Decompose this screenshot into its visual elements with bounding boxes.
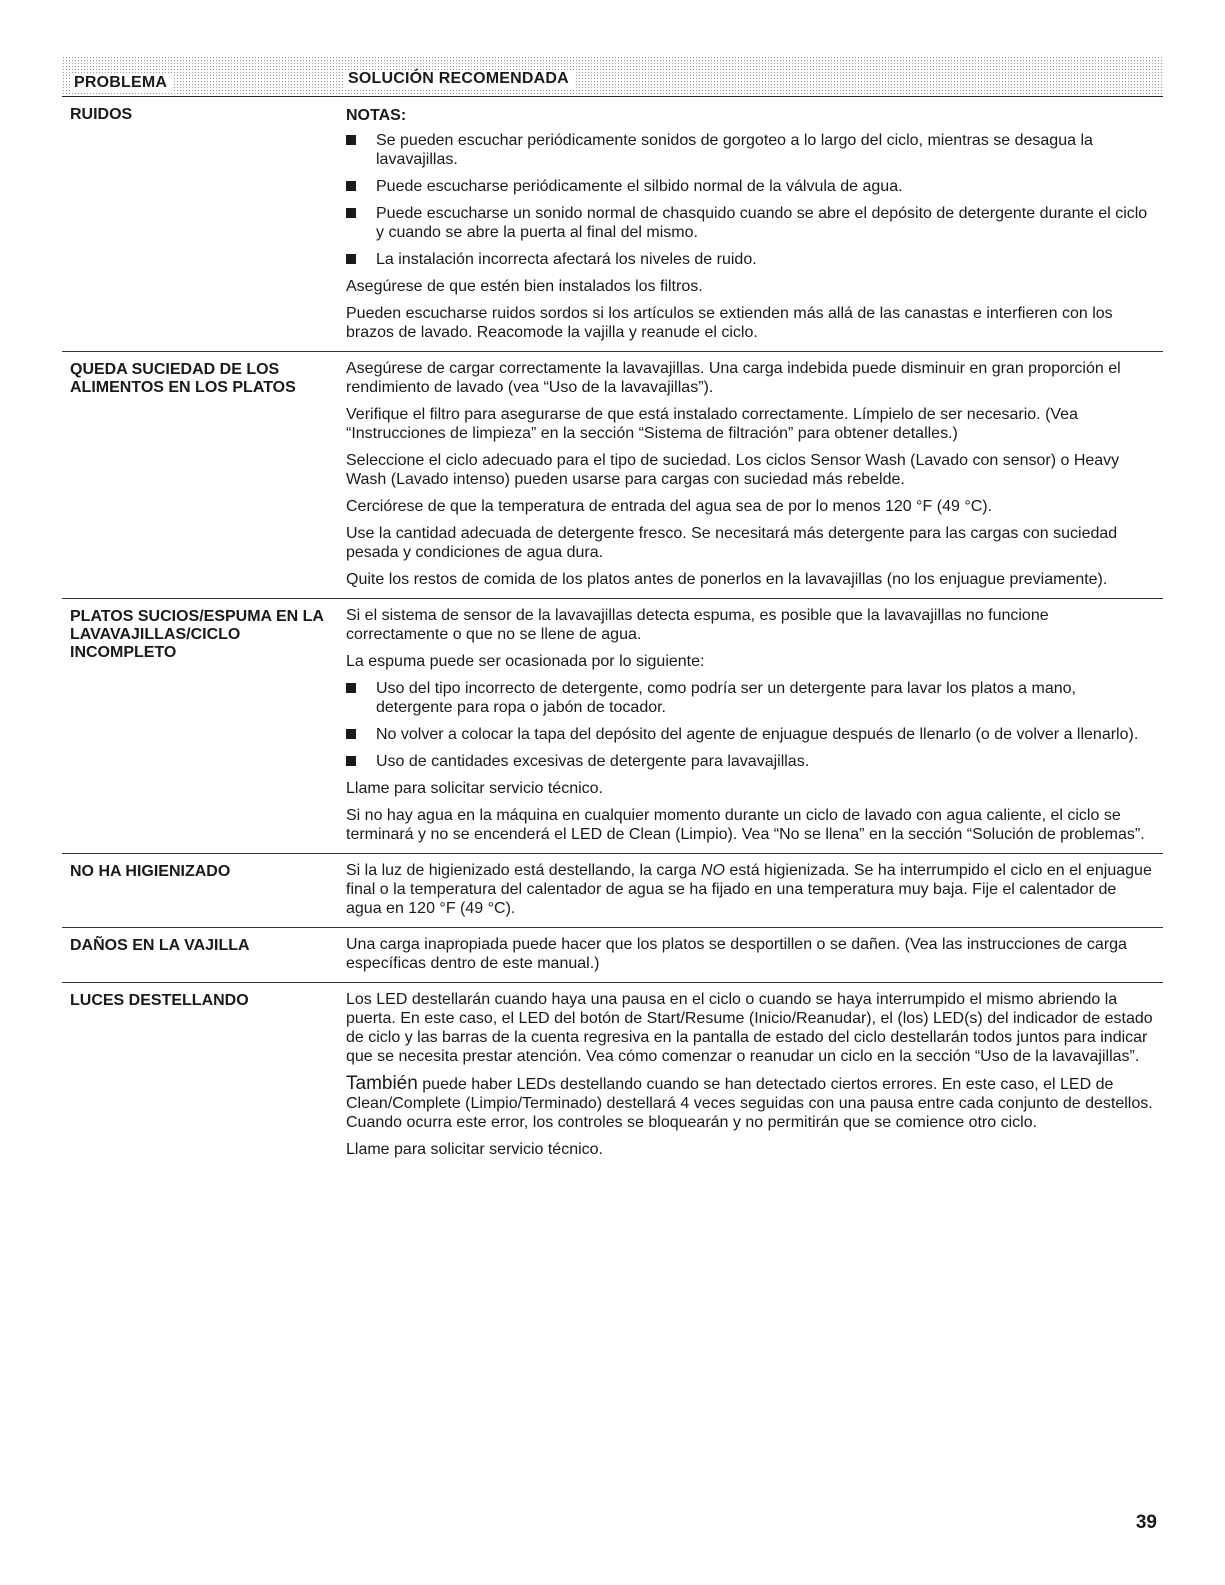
paragraph: Llame para solicitar servicio técnico. [346, 1141, 603, 1158]
paragraph: Llame para solicitar servicio técnico. [346, 780, 603, 797]
problem-label: NO HA HIGIENIZADO [70, 863, 231, 880]
paragraph: Quite los restos de comida de los platos antes de ponerlos en la lavavajillas (no los enjuague previamente). [346, 571, 1108, 588]
solution-cell [346, 104, 1163, 344]
bullet-square-icon [346, 756, 356, 766]
paragraph: También puede haber LEDs destellando cuando se han detectado ciertos errores. En este caso, el LED de Clean/Complete (Limpio/Terminado) destellará 4 veces seguidas con una pausa entre cada conjunto de destellos. Cuando ocurra este error, los controles se bloquearán y no permitirán que se comience otro ciclo. [346, 1073, 1153, 1131]
paragraph-lead: También [346, 1073, 418, 1094]
bullet-square-icon [346, 254, 356, 264]
paragraph: Si el sistema de sensor de la lavavajillas detecta espuma, es posible que la lavavajillas no funcione correctamente o que no se llene de agua. [346, 607, 1049, 643]
solution-cell [346, 990, 1163, 1161]
paragraph: Seleccione el ciclo adecuado para el tipo de suciedad. Los ciclos Sensor Wash (Lavado con sensor) o Heavy Wash (Lavado intenso) pueden usarse para cargas con suciedad más rebelde. [346, 452, 1120, 488]
list-item: Puede escucharse un sonido normal de chasquido cuando se abre el depósito de detergente durante el ciclo y cuando se abre la puerta al final del mismo. [346, 204, 1155, 242]
table-row [62, 352, 1163, 599]
paragraph: Cerciórese de que la temperatura de entrada del agua sea de por lo menos 120 °F (49 °C). [346, 498, 993, 515]
solution-cell [346, 359, 1163, 591]
bullet-square-icon [346, 135, 356, 145]
emphasis-no: NO [700, 862, 725, 879]
bullet-square-icon [346, 208, 356, 218]
paragraph: Si no hay agua en la máquina en cualquier momento durante un ciclo de lavado con agua caliente, el ciclo se terminará y no se encenderá el LED de Clean (Limpio). Vea “No se llena” en la sección “Solución de problemas”. [346, 807, 1145, 843]
list-item: Uso del tipo incorrecto de detergente, como podría ser un detergente para lavar los platos a mano, detergente para ropa o jabón de tocador. [346, 679, 1155, 717]
paragraph: Asegúrese de que estén bien instalados los filtros. [346, 278, 703, 295]
list-item: No volver a colocar la tapa del depósito del agente de enjuague después de llenarlo (o de volver a llenarlo). [346, 725, 1155, 744]
paragraph: Si la luz de higienizado está destellando, la carga NO está higienizada. Se ha interrumpido el ciclo en el enjuague final o la temperatura del calentador de agua se ha fijado en una temperatura muy baja. Fije el calentador de agua en 120 °F (49 °C). [346, 862, 1152, 917]
bullet-square-icon [346, 683, 356, 693]
list-item: La instalación incorrecta afectará los niveles de ruido. [346, 250, 1155, 269]
solution-cell [346, 606, 1163, 846]
paragraph: Asegúrese de cargar correctamente la lavavajillas. Una carga indebida puede disminuir en gran proporción el rendimiento de lavado (vea “Uso de la lavavajillas”). [346, 360, 1121, 396]
troubleshooting-table [62, 56, 1163, 1168]
header-solution: SOLUCIÓN RECOMENDADA [344, 70, 575, 88]
paragraph: Los LED destellarán cuando haya una pausa en el ciclo o cuando se haya interrumpido el mismo abriendo la puerta. En este caso, el LED del botón de Start/Resume (Inicio/Reanudar), el (los) LED(s) del indicador de estado de ciclo y las barras de la cuenta regresiva en la pantalla de estado del ciclo destellarán todos juntos para indicar que se necesita prestar atención. Vea cómo comenzar o reanudar un ciclo en la sección “Uso de la lavavajillas”. [346, 991, 1153, 1065]
list-item: Uso de cantidades excesivas de detergente para lavavajillas. [346, 752, 1155, 771]
table-row [62, 928, 1163, 983]
problem-label: LUCES DESTELLANDO [70, 992, 249, 1009]
paragraph: La espuma puede ser ocasionada por lo siguiente: [346, 653, 705, 670]
paragraph: Use la cantidad adecuada de detergente fresco. Se necesitará más detergente para las cargas con suciedad pesada y condiciones de agua dura. [346, 525, 1118, 561]
bullet-square-icon [346, 729, 356, 739]
problem-label: QUEDA SUCIEDAD DE LOS ALIMENTOS EN LOS PLATOS [70, 361, 296, 396]
paragraph: Una carga inapropiada puede hacer que los platos se desportillen o se dañen. (Vea las instrucciones de carga específicas dentro de este manual.) [346, 936, 1127, 972]
paragraph: Verifique el filtro para asegurarse de que está instalado correctamente. Límpielo de ser necesario. (Vea “Instrucciones de limpieza” en la sección “Sistema de filtración” para obtener detalles.) [346, 406, 1078, 442]
notes-title: NOTAS: [346, 107, 407, 124]
problem-label: RUIDOS [70, 106, 133, 123]
bullet-square-icon [346, 181, 356, 191]
table-row [62, 983, 1163, 1168]
solution-cell [346, 935, 1163, 975]
table-row [62, 854, 1163, 928]
table-header [62, 56, 1163, 97]
header-problem: PROBLEMA [70, 74, 173, 92]
solution-cell [346, 861, 1163, 920]
list-item: Puede escucharse periódicamente el silbido normal de la válvula de agua. [346, 177, 1155, 196]
problem-label: DAÑOS EN LA VAJILLA [70, 937, 250, 954]
problem-label: PLATOS SUCIOS/ESPUMA EN LA LAVAVAJILLAS/CICLO INCOMPLETO [70, 608, 324, 661]
table-row [62, 599, 1163, 854]
table-row [62, 97, 1163, 352]
list-item: Se pueden escuchar periódicamente sonidos de gorgoteo a lo largo del ciclo, mientras se desagua la lavavajillas. [346, 131, 1155, 169]
paragraph: Pueden escucharse ruidos sordos si los artículos se extienden más allá de las canastas e interfieren con los brazos de lavado. Reacomode la vajilla y reanude el ciclo. [346, 305, 1113, 341]
page-number: 39 [1135, 1512, 1157, 1533]
